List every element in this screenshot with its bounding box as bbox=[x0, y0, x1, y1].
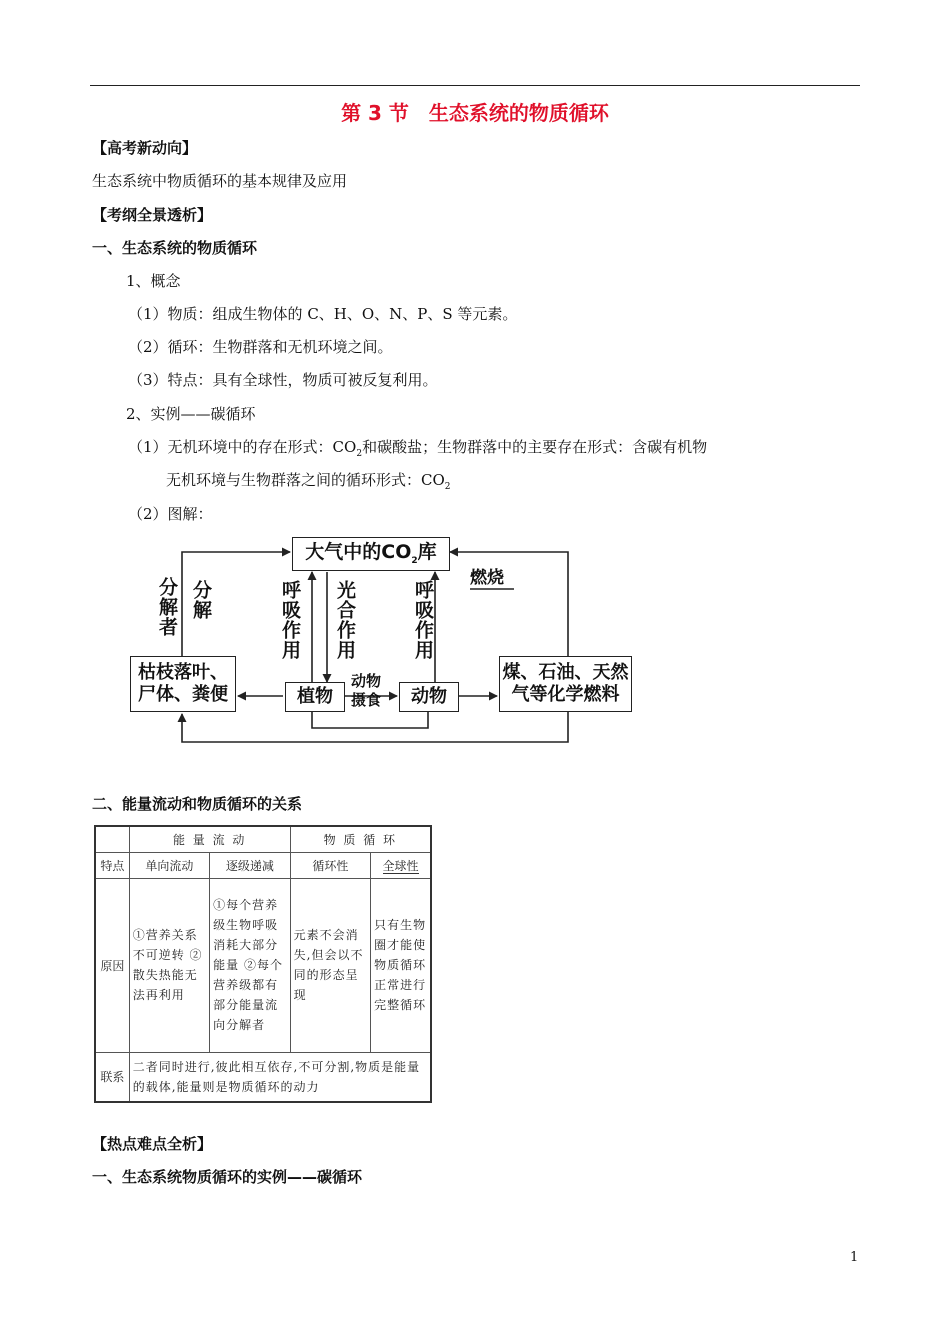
example-line-2: 无机环境与生物群落之间的循环形式：$CO_2$ bbox=[166, 471, 451, 492]
litter-box: 枯枝落叶、尸体、粪便 bbox=[130, 656, 236, 712]
table-corner bbox=[95, 826, 129, 852]
concept-item-2: （2）循环：生物群落和无机环境之间。 bbox=[128, 338, 393, 356]
feature-cell-3: 循环性 bbox=[290, 852, 370, 878]
feature-cell-2: 逐级递减 bbox=[210, 852, 290, 878]
cause-cell-4: 只有生物圈才能使物质循环正常进行完整循环 bbox=[371, 878, 431, 1052]
feature-label: 特点 bbox=[95, 852, 129, 878]
concept-heading: 1、概念 bbox=[126, 272, 181, 290]
hot-heading: 一、生态系统物质循环的实例——碳循环 bbox=[92, 1168, 363, 1186]
section-hot-heading: 【热点难点全析】 bbox=[92, 1135, 213, 1153]
feeding-label: 动物摄食 bbox=[350, 672, 381, 709]
cause-label: 原因 bbox=[95, 878, 129, 1052]
example-heading: 2、实例——碳循环 bbox=[126, 405, 256, 423]
section-trend-heading: 【高考新动向】 bbox=[92, 139, 198, 157]
concept-item-3: （3）特点：具有全球性，物质可被反复利用。 bbox=[128, 371, 438, 389]
burning-label: 燃烧 bbox=[470, 568, 504, 588]
matter-cycle-header: 物 质 循 环 bbox=[290, 826, 431, 852]
page-number: 1 bbox=[850, 1250, 859, 1265]
feature-cell-4: 全球性 bbox=[371, 852, 431, 878]
animal-box: 动物 bbox=[399, 682, 459, 712]
diagram-caption: （2）图解： bbox=[128, 505, 213, 523]
link-cell: 二者同时进行,彼此相互依存,不可分割,物质是能量的载体,能量则是物质循环的动力 bbox=[129, 1052, 431, 1102]
part2-heading: 二、能量流动和物质循环的关系 bbox=[92, 795, 303, 813]
cause-cell-2: ①每个营养级生物呼吸消耗大部分能量 ②每个营养级都有部分能量流向分解者 bbox=[210, 878, 290, 1052]
respiration-label-animal: 呼吸作用 bbox=[412, 580, 434, 660]
link-label: 联系 bbox=[95, 1052, 129, 1102]
feature-cell-1: 单向流动 bbox=[129, 852, 209, 878]
respiration-label-plant: 呼吸作用 bbox=[279, 580, 301, 660]
trend-text: 生态系统中物质循环的基本规律及应用 bbox=[92, 172, 348, 190]
fuel-box: 煤、石油、天然气等化学燃料 bbox=[499, 656, 632, 712]
concept-item-1: （1）物质：组成生物体的 C、H、O、N、P、S 等元素。 bbox=[128, 305, 518, 323]
relation-table bbox=[94, 825, 432, 1103]
example-line-1: （1）无机环境中的存在形式：$CO_2$和碳酸盐；生物群落中的主要存在形式：含碳有机物 bbox=[128, 438, 708, 459]
decompose-label: 分解 bbox=[190, 580, 212, 620]
cause-cell-3: 元素不会消失,但会以不同的形态呈现 bbox=[290, 878, 370, 1052]
energy-flow-header: 能 量 流 动 bbox=[129, 826, 290, 852]
cause-cell-1: ①营养关系不可逆转 ②散失热能无法再利用 bbox=[129, 878, 209, 1052]
section-outline-heading: 【考纲全景透析】 bbox=[92, 206, 213, 224]
plant-box: 植物 bbox=[285, 682, 345, 712]
photosynthesis-label: 光合作用 bbox=[334, 580, 356, 660]
part1-heading: 一、生态系统的物质循环 bbox=[92, 239, 258, 257]
atmosphere-co2-box: 大气中的$CO_2$库 bbox=[292, 537, 450, 571]
page-title: 第 3 节 生态系统的物质循环 bbox=[341, 101, 609, 125]
decomposer-label: 分解者 bbox=[156, 577, 178, 637]
